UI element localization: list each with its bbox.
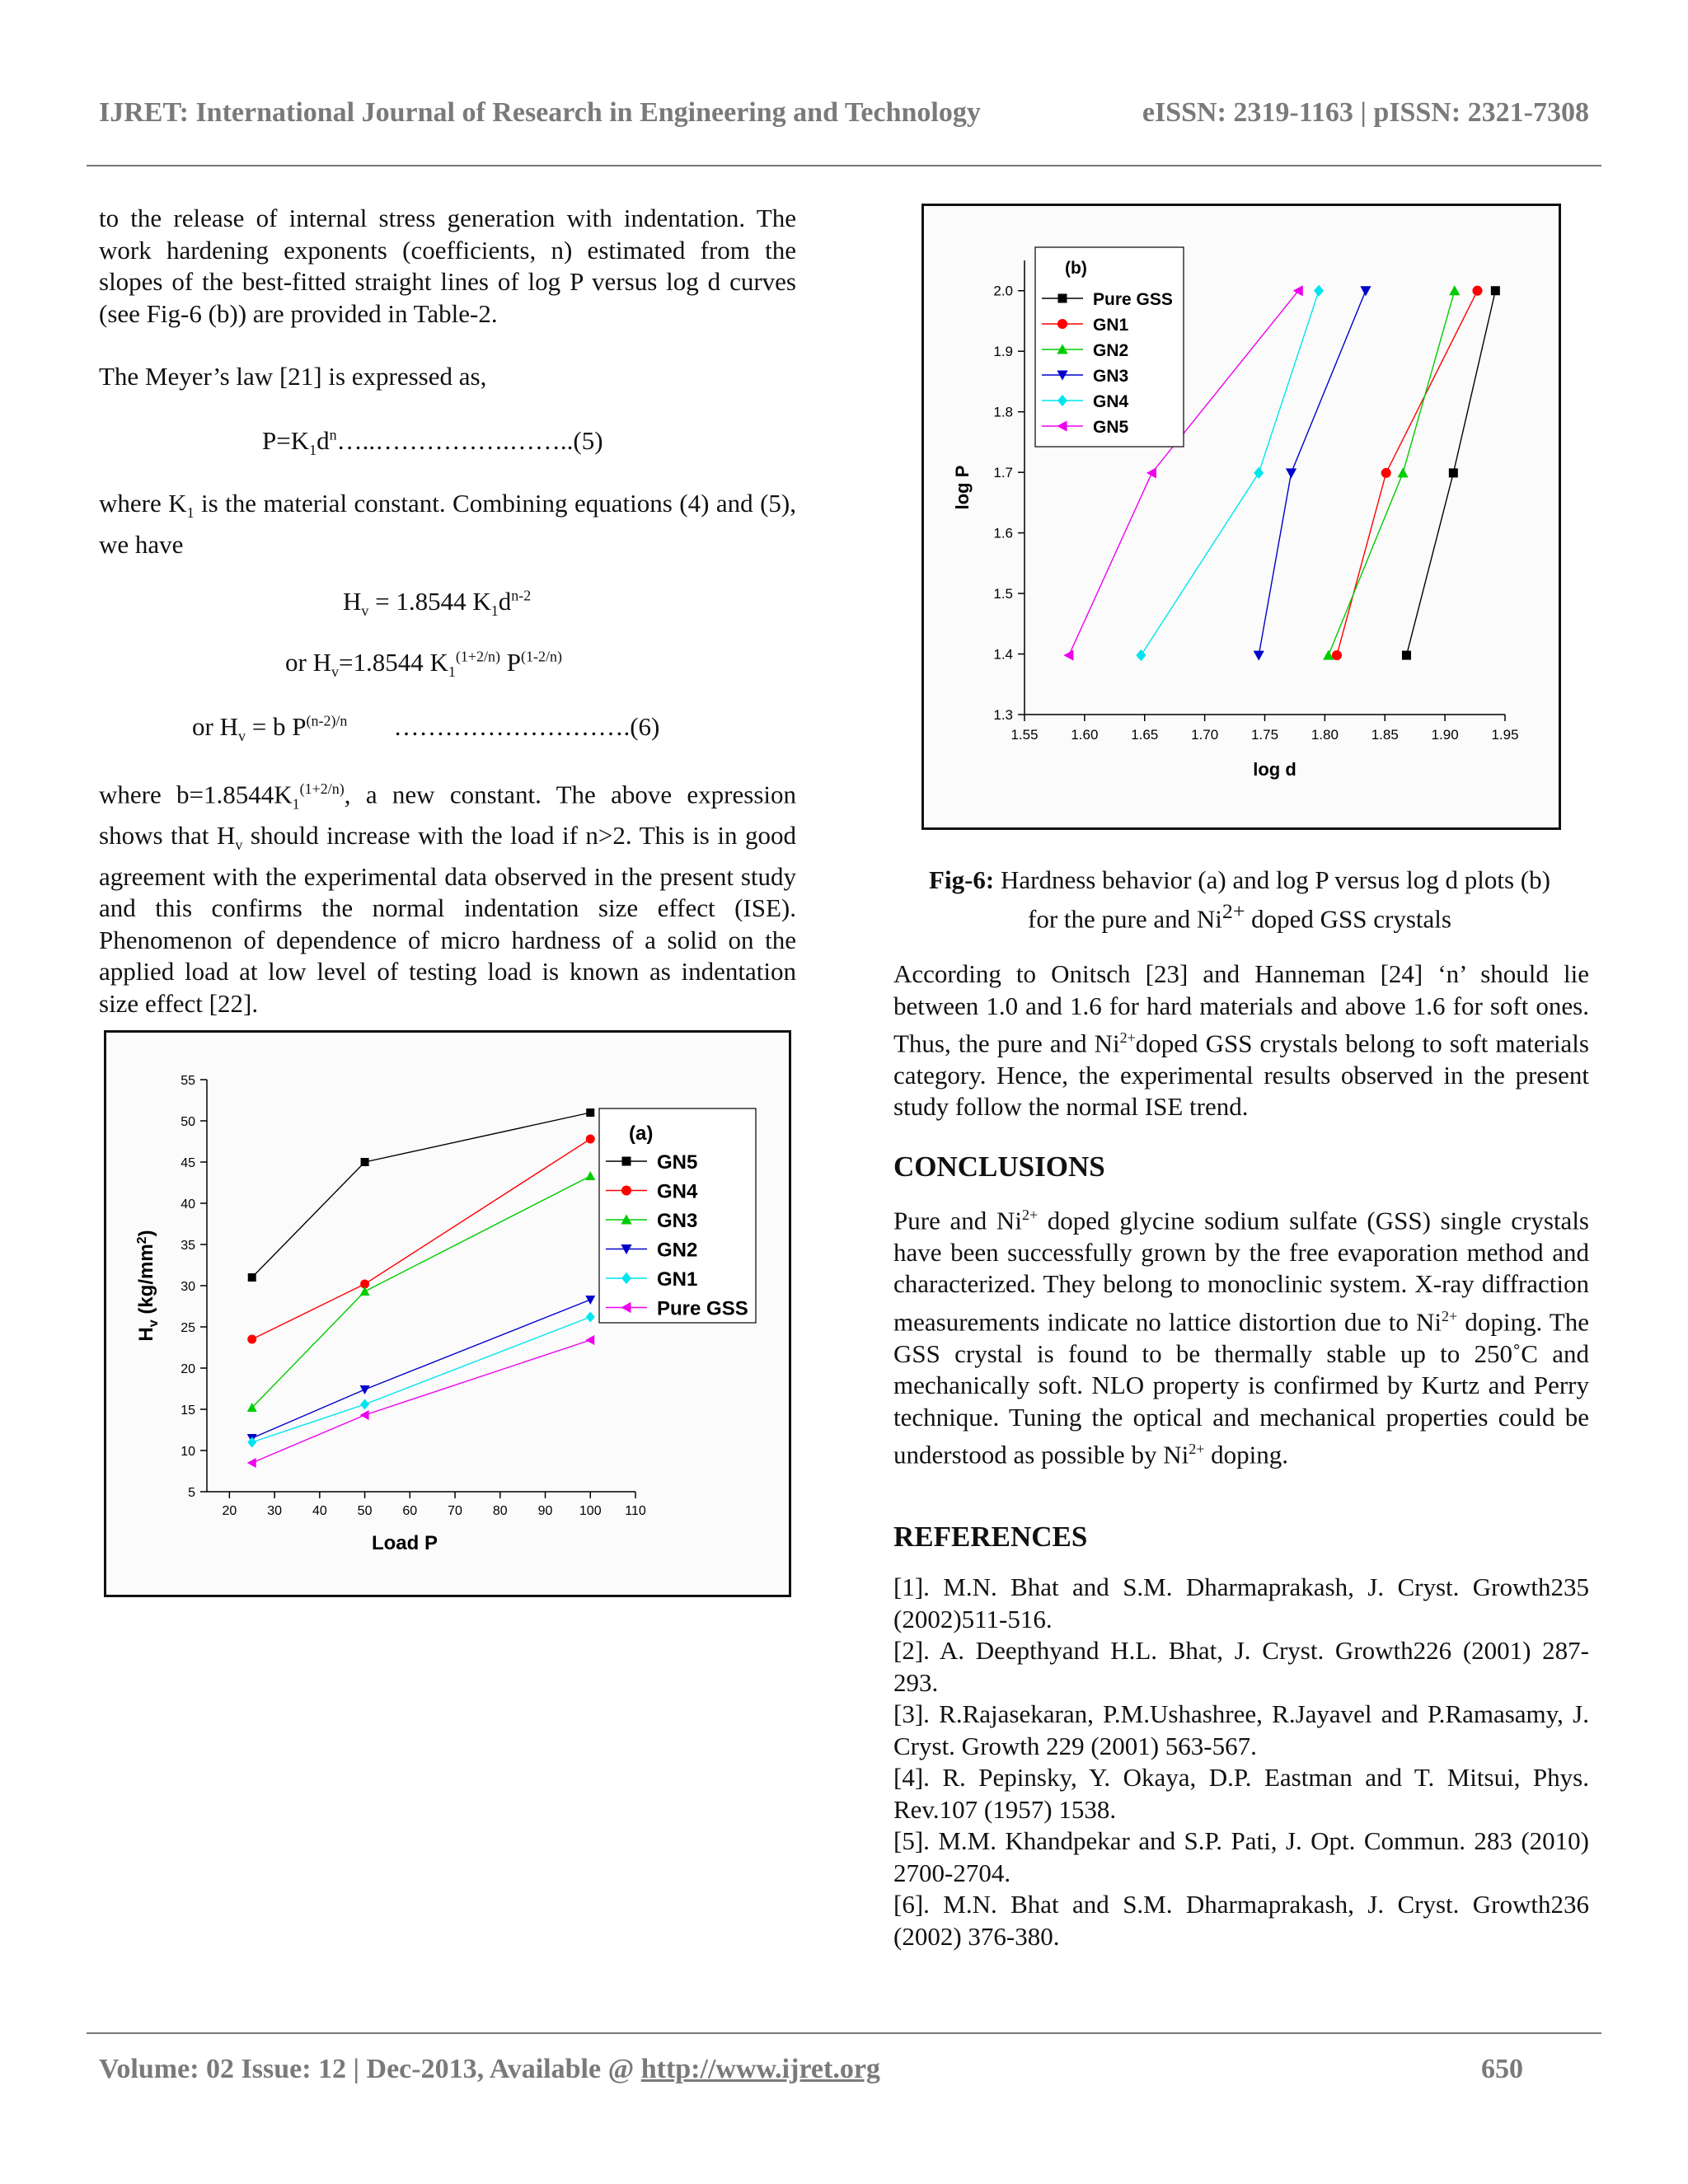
paragraph: where $K_1$ is the material constant. Combining equations (4) and (5), we have [99, 489, 796, 559]
y-tick-label: 1.5 [993, 586, 1013, 602]
data-point [1293, 285, 1303, 296]
footer-divider [87, 2032, 1601, 2034]
data-point [360, 1399, 369, 1410]
y-tick-label: 1.4 [993, 646, 1013, 663]
series-line-gn1 [252, 1317, 591, 1442]
x-tick-label: 1.95 [1491, 727, 1519, 743]
data-point [585, 1335, 594, 1345]
reference-item: [5]. M.M. Khandpekar and S.P. Pati, J. Opt. Commun. 283 (2010) 2700-2704. [893, 1826, 1589, 1887]
x-tick-label: 60 [402, 1504, 418, 1518]
x-tick-label: 1.80 [1311, 727, 1339, 743]
data-point [1398, 467, 1409, 477]
y-tick-label: 1.8 [993, 404, 1013, 420]
chart-logp-logd [924, 206, 1559, 827]
series-line-gn2 [252, 1300, 591, 1438]
data-point [1254, 467, 1264, 479]
chart-hardness [106, 1033, 789, 1595]
equation-6: or $H_v = b$ $P^{(n-2)/n}$ ……………………….(6) [192, 712, 660, 745]
legend-label: GN2 [657, 1239, 698, 1262]
reference-item: [6]. M.N. Bhat and S.M. Dharmaprakash, J. Cryst. Growth236 (2002) 376-380. [893, 1890, 1589, 1951]
x-tick-label: 1.65 [1131, 727, 1159, 743]
x-tick-label: 1.60 [1071, 727, 1099, 743]
series-line-gn2 [1329, 291, 1455, 655]
legend-title: (b) [1065, 259, 1087, 278]
legend-label: GN1 [1093, 316, 1129, 335]
data-point [586, 1135, 595, 1144]
conclusions-heading: CONCLUSIONS [893, 1151, 1105, 1183]
legend-label: GN5 [1093, 418, 1129, 437]
references-list [893, 1572, 1589, 1952]
reference-item: [1]. M.N. Bhat and S.M. Dharmaprakash, J. Cryst. Growth235 (2002)511-516. [893, 1572, 1589, 1633]
y-tick-label: 10 [181, 1445, 195, 1459]
equation-5: $P=K_1d^n\dots..\dots\dots\dots\dots\dots.\dots\dots..(5)$ [262, 426, 603, 459]
x-tick-label: 1.90 [1431, 727, 1459, 743]
legend-marker [621, 1185, 631, 1195]
y-tick-label: 40 [181, 1197, 195, 1212]
journal-link[interactable]: http://www.ijret.org [640, 2054, 880, 2084]
data-point [248, 1273, 256, 1282]
data-point [247, 1458, 256, 1468]
left-column-mid [99, 488, 796, 560]
y-axis-label: $H_v$ $(kg/mm^2)$ [135, 1230, 161, 1342]
y-tick-label: 5 [188, 1486, 195, 1500]
paragraph: The Meyer’s law [21] is expressed as, [99, 362, 487, 391]
data-point [1286, 468, 1296, 478]
y-tick-label: 20 [181, 1362, 195, 1376]
x-tick-label: 80 [492, 1504, 508, 1518]
issn-text: eISSN: 2319-1163 | pISSN: 2321-7308 [1142, 97, 1589, 128]
x-axis-label: log d [1253, 759, 1296, 780]
series-line-gn3 [1259, 291, 1366, 655]
y-tick-label: 45 [181, 1156, 195, 1170]
data-point [361, 1158, 369, 1166]
legend-label: GN4 [1093, 392, 1129, 411]
y-tick-label: 2.0 [993, 283, 1013, 299]
x-tick-label: 30 [267, 1504, 283, 1518]
paragraph: According to Onitsch [23] and Hanneman [24] ‘n’ should lie between 1.0 and 1.6 for hard materials and above 1.6 for soft ones. Thus, the pure and $Ni^{2+}doped$ GSS crystals belong to soft materials category. Hence, the experimental results observed in the present study follow the normal ISE trend. [893, 959, 1589, 1122]
legend-label: GN3 [1093, 367, 1129, 386]
x-axis-label: Load P [371, 1532, 438, 1554]
x-tick-label: 1.75 [1250, 727, 1279, 743]
right-column-top [893, 958, 1589, 1123]
legend-label: GN5 [657, 1151, 698, 1174]
data-point [360, 1410, 369, 1420]
paragraph: Pure and $Ni^{2+}$ doped glycine sodium sulfate (GSS) single crystals have been successfully grown by the free evaporation method and characterized. They belong to monoclinic system. X-ray diffraction measurements indicate no lattice distortion due to $Ni^{2+}$ doping. The GSS crystal is found to be thermally stable up to 250˚C and mechanically soft. NLO property is confirmed by Kurtz and Perry technique. Tuning the optical and mechanical properties could be understood as possible by $Ni^{2+}$ doping. [893, 1206, 1589, 1469]
data-point [1360, 286, 1371, 296]
page-footer [99, 2054, 1523, 2085]
data-point [360, 1286, 370, 1296]
references-heading: REFERENCES [893, 1521, 1088, 1553]
data-point [586, 1312, 595, 1323]
paragraph: where $b=1.8544K_1^{(1+2/n)}$, a new constant. The above expression shows that $H_v$ should increase with the load if n>2. This is in good agreement with the experimental data observed in the present study and this confirms the normal indentation size effect (ISE). Phenomenon of dependence of micro hardness of a solid on the applied load at low level of testing load is known as indentation size effect [22]. [99, 780, 797, 1018]
y-tick-label: 55 [181, 1074, 195, 1088]
footer-volume: Volume: 02 Issue: 12 | Dec-2013, Available @ http://www.ijret.org [99, 2054, 880, 2084]
conclusions-text [893, 1199, 1589, 1471]
x-tick-label: 1.55 [1010, 727, 1039, 743]
left-column-top [99, 203, 796, 393]
legend-label: GN1 [657, 1268, 698, 1291]
reference-item: [3]. R.Rajasekaran, P.M.Ushashree, R.Jayavel and P.Ramasamy, J. Cryst. Growth 229 (2001) 563-567. [893, 1699, 1589, 1760]
legend-marker [1057, 319, 1067, 329]
x-tick-label: 20 [222, 1504, 237, 1518]
data-point [585, 1171, 595, 1180]
figure-6a [104, 1030, 791, 1597]
journal-title: IJRET: International Journal of Research in Engineering and Technology [99, 97, 981, 128]
data-point [1381, 468, 1391, 478]
data-point [1063, 649, 1073, 660]
paragraph: to the release of internal stress generation with indentation. The work hardening exponents (coefficients, n) estimated from the slopes of the best-fitted straight lines of log P versus log d curves (see Fig-6 (b)) are provided in Table-2. [99, 204, 796, 328]
x-tick-label: 100 [579, 1504, 602, 1518]
data-point [585, 1296, 595, 1305]
page-header [99, 97, 1589, 129]
data-point [1449, 468, 1458, 477]
y-tick-label: 30 [181, 1280, 195, 1294]
legend-marker [622, 1157, 631, 1166]
data-point [1314, 285, 1324, 297]
y-tick-label: 35 [181, 1239, 195, 1253]
x-tick-label: 50 [357, 1504, 373, 1518]
series-line-pure-gss [252, 1340, 591, 1463]
data-point [1136, 649, 1146, 661]
legend-label: GN4 [657, 1180, 698, 1203]
data-point [1146, 467, 1156, 478]
y-tick-label: 1.6 [993, 525, 1013, 541]
header-divider [87, 165, 1601, 166]
legend-label: GN3 [657, 1210, 698, 1232]
x-tick-label: 40 [312, 1504, 327, 1518]
figure-caption: Fig-6: Hardness behavior (a) and log P versus log d plots (b) for the pure and $Ni^{2+}$ doped GSS crystals [929, 865, 1550, 934]
y-tick-label: 50 [181, 1115, 195, 1129]
page-number: 650 [1481, 2054, 1523, 2084]
data-point [1332, 650, 1342, 660]
figure-6b [921, 204, 1561, 830]
data-point [360, 1385, 370, 1394]
reference-item: [2]. A. Deepthyand H.L. Bhat, J. Cryst. Growth226 (2001) 287-293. [893, 1636, 1589, 1697]
data-point [1491, 286, 1500, 295]
reference-item: [4]. R. Pepinsky, Y. Okaya, D.P. Eastman and T. Mitsui, Phys. Rev.107 (1957) 1538. [893, 1763, 1589, 1824]
x-tick-label: 1.85 [1371, 727, 1399, 743]
data-point [1449, 285, 1460, 295]
legend-label: Pure GSS [1093, 290, 1173, 309]
legend-marker [1058, 294, 1067, 303]
series-line-gn5 [252, 1113, 591, 1277]
x-tick-label: 1.70 [1191, 727, 1219, 743]
equation-hv: $H_v = 1.8544$ $K_1d^{n-2}$ [343, 587, 532, 620]
y-tick-label: 25 [181, 1321, 195, 1335]
data-point [247, 1335, 256, 1344]
x-tick-label: 110 [625, 1504, 646, 1518]
x-tick-label: 70 [448, 1504, 462, 1518]
data-point [1402, 651, 1411, 660]
y-tick-label: 15 [181, 1404, 195, 1418]
series-line-gn4 [252, 1139, 591, 1339]
data-point [1472, 286, 1482, 296]
legend-label: GN2 [1093, 341, 1129, 360]
y-tick-label: 1.9 [993, 344, 1013, 360]
series-line-gn3 [252, 1176, 591, 1408]
y-tick-label: 1.7 [993, 465, 1013, 481]
x-tick-label: 90 [537, 1504, 553, 1518]
data-point [586, 1108, 594, 1117]
legend-title: (a) [629, 1122, 654, 1145]
data-point [1254, 651, 1264, 661]
legend-label: Pure GSS [657, 1297, 748, 1320]
data-point [247, 1437, 256, 1448]
y-axis-label: log P [952, 465, 973, 510]
y-tick-label: 1.3 [993, 707, 1013, 723]
equation-hv-alt: or $H_v=1.8544$ $K_1^{(1+2/n)}$ $P^{(1-2/n)}$ [285, 648, 562, 681]
left-column-bottom [99, 773, 796, 1019]
